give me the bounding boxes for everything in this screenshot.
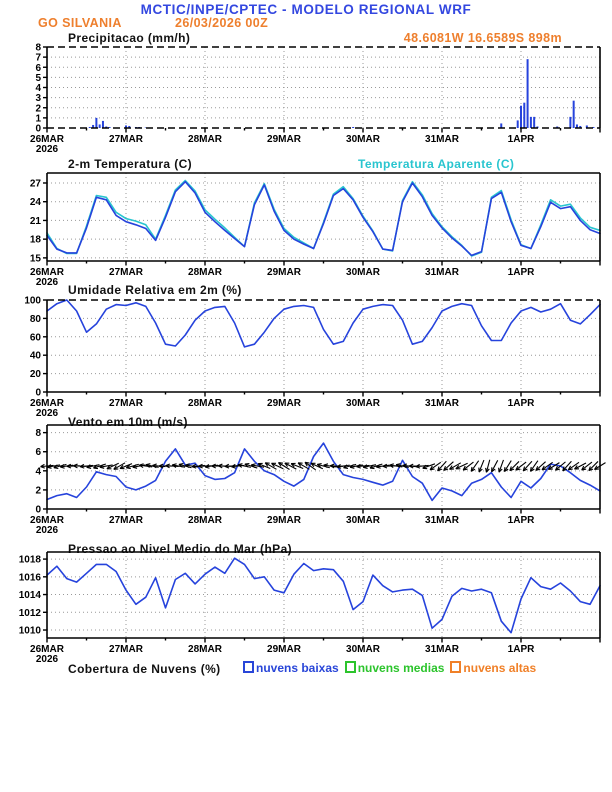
axes [30, 43, 600, 156]
pressure-title: Pressao ao Nivel Medio do Mar (hPa) [68, 542, 293, 556]
svg-text:21: 21 [29, 215, 41, 227]
svg-text:5: 5 [35, 72, 41, 84]
svg-text:26MAR: 26MAR [30, 398, 64, 409]
svg-text:0: 0 [35, 123, 41, 135]
svg-text:4: 4 [35, 83, 41, 94]
nuvens-medias-swatch-icon [345, 661, 356, 673]
precip-bar [95, 118, 97, 128]
svg-text:27: 27 [29, 178, 41, 190]
precip-bar [102, 121, 104, 128]
svg-text:7: 7 [35, 52, 41, 64]
precip-bar [89, 127, 91, 128]
svg-text:30MAR: 30MAR [346, 644, 380, 655]
svg-text:29MAR: 29MAR [267, 267, 301, 278]
svg-text:28MAR: 28MAR [188, 644, 222, 655]
svg-text:100: 100 [24, 295, 41, 307]
svg-text:1014: 1014 [18, 590, 41, 602]
axes [19, 555, 600, 665]
grid [47, 47, 600, 128]
svg-text:28MAR: 28MAR [188, 267, 222, 278]
svg-text:4: 4 [35, 466, 41, 478]
svg-text:2: 2 [35, 103, 41, 115]
svg-text:1APR: 1APR [507, 267, 535, 278]
precip-bar [530, 117, 532, 128]
grid [47, 300, 600, 392]
line-Temperatura Aparente [47, 181, 600, 257]
precip-bar [523, 103, 525, 128]
year-label: 2026 [35, 654, 59, 665]
svg-text:0: 0 [35, 387, 41, 399]
svg-text:30MAR: 30MAR [346, 515, 380, 526]
humidity-title: Umidade Relativa em 2m (%) [68, 283, 242, 297]
precip-bar [352, 127, 354, 128]
svg-text:1016: 1016 [18, 572, 41, 584]
svg-text:8: 8 [35, 428, 41, 440]
frame [47, 173, 600, 261]
line-Pressao [47, 558, 600, 633]
precipitation-title: Precipitacao (mm/h) [68, 31, 191, 45]
grid [47, 173, 600, 261]
svg-text:1018: 1018 [18, 554, 41, 566]
svg-text:80: 80 [29, 313, 41, 325]
year-label: 2026 [35, 525, 59, 536]
series [47, 558, 600, 633]
line-Umidade Relativa [47, 300, 600, 347]
svg-text:28MAR: 28MAR [188, 134, 222, 145]
year-label: 2026 [35, 408, 59, 419]
svg-text:28MAR: 28MAR [188, 515, 222, 526]
apparent-temperature-title: Temperatura Aparente (C) [358, 157, 515, 171]
svg-text:8: 8 [35, 42, 41, 54]
precip-bar [573, 101, 575, 128]
page-title: MCTIC/INPE/CPTEC - MODELO REGIONAL WRF [140, 2, 472, 17]
pressure-chart [0, 552, 612, 665]
svg-text:15: 15 [29, 253, 41, 265]
clouds-title: Cobertura de Nuvens (%) [68, 662, 221, 676]
series [47, 300, 600, 347]
nuvens-altas-swatch-icon [450, 661, 461, 673]
temperature-title: 2-m Temperatura (C) [68, 157, 193, 171]
precip-bar [99, 124, 101, 128]
svg-text:29MAR: 29MAR [267, 644, 301, 655]
precipitation-chart [0, 42, 612, 155]
wind-chart [0, 425, 612, 536]
legend-item-baixas [243, 661, 339, 675]
axes [30, 178, 600, 288]
nuvens-altas-label: nuvens altas [463, 661, 537, 675]
svg-text:18: 18 [29, 234, 41, 246]
model-run-label: 26/03/2026 00Z [175, 16, 269, 30]
svg-text:31MAR: 31MAR [425, 267, 459, 278]
svg-text:26MAR: 26MAR [30, 134, 64, 145]
station-label: GO SILVANIA [38, 16, 122, 30]
svg-text:6: 6 [35, 62, 41, 74]
year-label: 2026 [35, 277, 59, 288]
legend-item-altas [450, 661, 536, 675]
clouds-legend [243, 661, 536, 675]
svg-text:30MAR: 30MAR [346, 267, 380, 278]
coordinates-label: 48.6081W 16.6589S 898m [403, 31, 562, 45]
wind-title: Vento em 10m (m/s) [68, 415, 188, 429]
svg-text:20: 20 [29, 369, 41, 381]
precip-bar [569, 117, 571, 128]
svg-text:26MAR: 26MAR [30, 267, 64, 278]
svg-text:30MAR: 30MAR [346, 134, 380, 145]
svg-text:0: 0 [35, 504, 41, 516]
svg-text:3: 3 [35, 93, 41, 105]
svg-text:1APR: 1APR [507, 515, 535, 526]
axes [30, 428, 600, 536]
svg-text:26MAR: 26MAR [30, 515, 64, 526]
precip-bar [533, 117, 535, 128]
nuvens-baixas-swatch-icon [243, 661, 254, 673]
svg-text:31MAR: 31MAR [425, 398, 459, 409]
svg-text:24: 24 [29, 197, 41, 209]
svg-text:1: 1 [35, 113, 41, 125]
nuvens-medias-label: nuvens medias [357, 661, 445, 675]
series [89, 59, 595, 128]
precip-bar [527, 59, 529, 128]
legend-item-medias [345, 661, 445, 675]
precip-bar [517, 120, 519, 128]
frame [47, 300, 600, 392]
svg-text:31MAR: 31MAR [425, 644, 459, 655]
svg-text:26MAR: 26MAR [30, 644, 64, 655]
svg-text:6: 6 [35, 447, 41, 459]
svg-text:1010: 1010 [18, 625, 41, 637]
svg-text:27MAR: 27MAR [109, 644, 143, 655]
svg-text:1012: 1012 [18, 607, 41, 619]
svg-text:29MAR: 29MAR [267, 398, 301, 409]
temperature-chart [0, 169, 612, 288]
svg-text:1APR: 1APR [507, 398, 535, 409]
year-label: 2026 [35, 144, 59, 155]
axes [24, 296, 600, 420]
line-2-m Temperatura [47, 182, 600, 256]
svg-text:27MAR: 27MAR [109, 398, 143, 409]
svg-text:27MAR: 27MAR [109, 267, 143, 278]
svg-text:28MAR: 28MAR [188, 398, 222, 409]
svg-text:1APR: 1APR [507, 134, 535, 145]
svg-text:2: 2 [35, 485, 41, 497]
svg-text:40: 40 [29, 350, 41, 362]
svg-text:27MAR: 27MAR [109, 134, 143, 145]
svg-text:31MAR: 31MAR [425, 515, 459, 526]
svg-text:31MAR: 31MAR [425, 134, 459, 145]
precip-bar [520, 106, 522, 128]
svg-text:1APR: 1APR [507, 644, 535, 655]
svg-text:60: 60 [29, 332, 41, 344]
nuvens-baixas-label: nuvens baixas [256, 661, 339, 675]
svg-text:27MAR: 27MAR [109, 515, 143, 526]
svg-text:29MAR: 29MAR [267, 134, 301, 145]
series [47, 181, 600, 257]
svg-text:30MAR: 30MAR [346, 398, 380, 409]
svg-text:29MAR: 29MAR [267, 515, 301, 526]
humidity-chart [0, 292, 612, 419]
